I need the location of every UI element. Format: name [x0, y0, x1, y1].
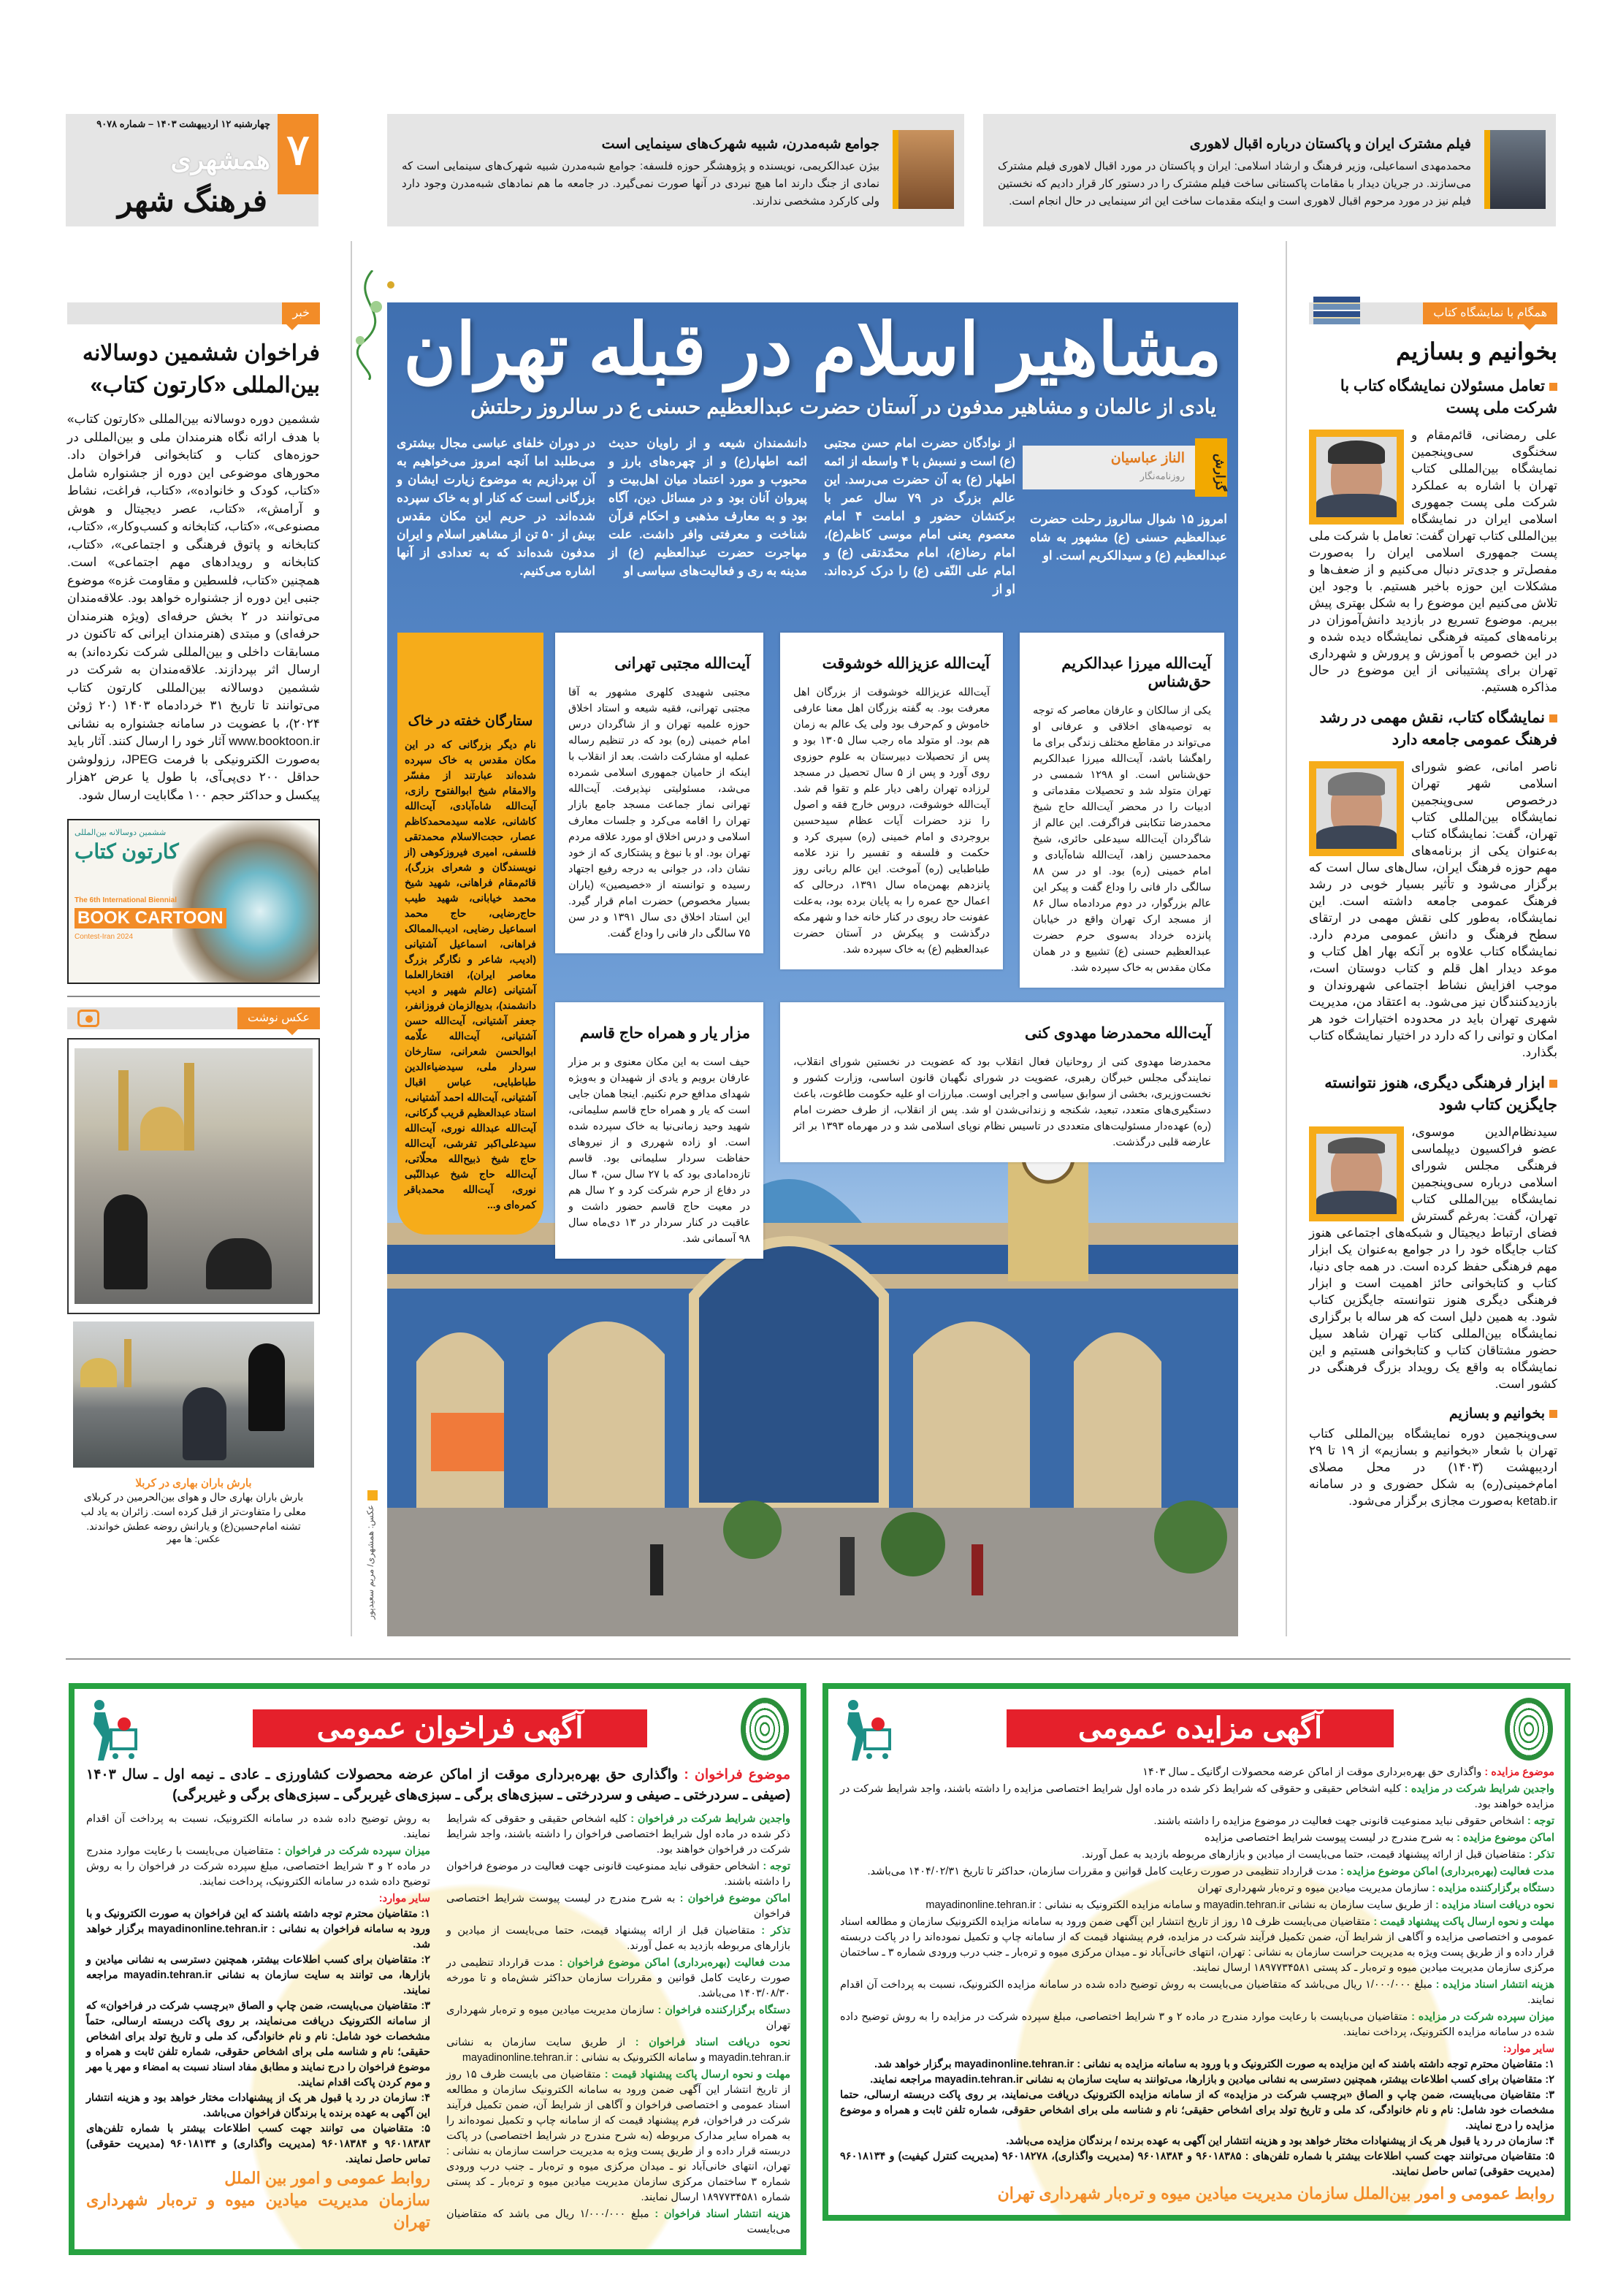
masthead	[66, 114, 318, 226]
ad-line-value: به شرح مندرج در لیست پیوست شرایط اختصاصی مزایده	[1204, 1832, 1454, 1844]
ad-line-value: اشخاص حقوقی نباید ممنوعیت قانونی جهت فعالیت در موضوع مزایده را داشته باشند.	[1153, 1815, 1524, 1827]
ad-line-value: اشخاص حقوقی نباید ممنوعیت قانونی جهت فعالیت در موضوع فراخوان را داشته باشند.	[446, 1861, 790, 1888]
bio-body: یکی از سالکان و عارفان معاصر که توجه به توصیه‌های اخلاقی و عرفانی او می‌تواند در مقاطع مختلف زندگی برای ما راهگشا باشد، آیت‌الله میرزا عبدالکریم حق‌شناس است. او ۱۲۹۸ شمسی در تهران متولد شد و تحصیلات مقدماتی و ادبیات را در محضر آیت‌الله حاج شیخ محمدرضا تنکابنی فراگرفت. این عالم از شاگردان آیت‌الله سیدعلی حائری، شیخ محمدحسین زاهد، آیت‌الله شاه‌آبادی و امام خمینی (ره) بود. او در سن ۸۸ سالگی دار فانی را وداع گفت و پیکر این عالم بزرگوار، در دوم مردادماه سال ۸۶ از مسجد ارک تهران واقع در خیابان پانزده خرداد به‌سوی حرم حضرت عبدالعظیم حسنی (ع) تشییع و در همان مکان مقدس به خاک سپرده شد.	[1033, 705, 1212, 974]
sidebar-box	[397, 633, 543, 1235]
ad-line	[840, 1864, 1554, 1880]
item-body	[1309, 758, 1557, 1061]
ad-body	[840, 1765, 1554, 2205]
article-title: مشاهیر اسلام در قبله تهران	[403, 309, 1222, 389]
section-tag-bar	[67, 302, 320, 324]
other-item: ۳: متقاضیان می‌بایست، ضمن چاپ و الصاق «برچسب شرکت در فراخوان» که از سامانه الکترونیک دریافت می‌نمایند، بر روی پاکت دربسته ارسالی، حتماً مشخصات خود شامل: نام و نام خانوادگی، کد ملی و تاریخ تولد برای اشخاص حقیقی؛ نام و شناسه ملی برای اشخاص حقوقی، شماره تلفن ثابت و همراه و موضوع فراخوان را درج نمایند و مطابق مفاد اسناد نسبت به امضاء و مهر یا مهر و موم کردن پاکت اقدام نمایند.	[86, 2000, 430, 2089]
ad-banner: آگهی مزایده عمومی	[1007, 1709, 1394, 1747]
subject-value: واگذاری حق بهره‌برداری موقت از اماکن عرضه محصولات کشاورزی ـ عادی ـ نیمه اول ـ سال ۱۴۰۳ (صیفی ـ سردرختی ـ صیفی و سردرختی ـ سبزی‌های برگی ـ سبزی‌های غیربرگی ـ سبزی‌های برگی و غیربرگی)	[86, 1767, 790, 1803]
other-item: ۱: متقاضیان محترم توجه داشته باشند که این فراخوان به صورت الکترونیک و با ورود به سامانه فراخوان به نشانی : mayadinonline.tehran.ir برگزار خواهد شد.	[86, 1908, 430, 1950]
ad-line-value: متقاضیان قبل از ارائه پیشنهاد قیمت، حتما می‌بایست از میادین و بازارهای مربوطه بازدید به عمل آورند.	[1081, 1849, 1526, 1861]
divider	[67, 996, 320, 997]
portrait-photo	[1309, 430, 1404, 525]
feature-article	[387, 302, 1238, 1636]
brief-title: جوامع شبه‌مدرن، شبیه شهرک‌های سینمایی است	[601, 137, 879, 152]
ad-line-value: کلیه اشخاص حقیقی و حقوقی که شرایط ذکر شده در ماده اول شرایط اختصاصی مزایده را داشته باشند، واجد شرایط شرکت در مزایده خواهند بود.	[840, 1783, 1554, 1810]
item-title-text: ابزار فرهنگی دیگری، هنوز نتوانسته جایگزین کتاب شود	[1324, 1075, 1557, 1113]
sidebar-title: ستارگان خفته در خاک	[408, 714, 533, 729]
shopping-cart-icon	[843, 1699, 894, 1761]
photo-frame	[67, 1038, 320, 1314]
books-icon	[1313, 297, 1360, 326]
section-logo: فرهنگ شهر	[117, 183, 267, 218]
ad-line-label: موضوع مزایده :	[1484, 1766, 1554, 1778]
poster-en-top: The 6th International Biennial	[75, 896, 178, 904]
right-column	[1309, 302, 1557, 1509]
shopping-cart-icon	[89, 1699, 140, 1761]
ad-line	[840, 1977, 1554, 2008]
portrait-photo	[1309, 1126, 1404, 1221]
ad-line-value: سازمان مدیریت میادین میوه و تره‌بار شهرداری تهران	[1197, 1883, 1429, 1894]
ad-line-value: متقاضیان می بایست ظرف ۱۵ روز از تاریخ انتشار این آگهی ضمن ورود به سامانه الکترونیک سازمان و مطالعه اسناد عمومی و اختصاصی فراخوان و آگاهی از شرایط آن، ضمن تکمیل فرآیند شرکت در فراخوان، فرم پیشنهاد قیمت که از سامانه چاپ و تکمیل نموده‌اند را به همراه سایر مدارک مربوطه (به شرح مندرج در شرایط اختصاصی) در پاکت دربسته قرار داده و از طریق پست ویژه به مدیریت حراست سازمان به نشانی : تهران، انتهای خانی‌آباد نو ـ میدان مرکزی میوه و تره‌بار ـ جنب درب ورودی شماره ۳ ساختمان مرکزی سازمان مدیریت میادین میوه و تره‌بار ـ کد پستی شماره ۱۸۹۷۷۳۴۵۸۱ ارسال نمایند.	[446, 2069, 791, 2203]
other-item: ۲: متقاضیان برای کسب اطلاعات بیشتر، همچنین دسترسی به نشانی میادین و بازارها، می توانند به سایت سازمان به نشانی mayadin.tehran.ir مراجعه نمایند.	[86, 1954, 431, 1996]
brief-iqbal	[983, 114, 1556, 226]
auction-ad	[822, 1683, 1570, 2221]
ad-line-label: توجه :	[1527, 1815, 1554, 1827]
other-title: سایر موارد:	[378, 1893, 430, 1904]
ad-line-value: کلیه اشخاص حقیقی و حقوقی که شرایط ذکر شده در ماده اول شرایط اختصاصی فراخوان را داشته باشند، واجد شرایط شرکت در فراخوان خواهند بود.	[446, 1813, 790, 1856]
ad-line-value: مبلغ ۱/۰۰۰/۰۰۰ ریال می‌باشد که متقاضیان می‌بایست به روش توضیح داده شده در سامانه مزایده الکترونیک، نسبت به پرداخت آن اقدام نمایند.	[840, 1979, 1554, 2006]
bio-box-haghshenas	[1020, 633, 1224, 988]
item-body-text: سیدنظام‌الدین موسوی، عضو فراکسیون دیپلماسی فرهنگی مجلس شورای اسلامی درباره سی‌وپنجمین نمایشگاه بین‌المللی کتاب تهران، گفت: به‌رغم گسترش فضای ارتباط دیجیتال و شبکه‌های اجتماعی هنوز کتاب جایگاه خود را در جوامع به‌عنوان یک ابزار مهم فرهنگی حفظ کرده است. در همه جای دنیا، کتاب و کتابخوانی حائز اهمیت است و ابزار فرهنگی دیگری هنوز نتوانسته جایگزین کتاب شود. به همین دلیل است که هر ساله با برگزاری نمایشگاه بین‌المللی کتاب تهران شاهد سیل حضور مشتاقان کتاب و کتابخوانی هستیم و این نمایشگاه به واقع یک رویداد بزرگ فرهنگی در کشور است.	[1309, 1125, 1557, 1391]
bio-box-khoshvaght	[780, 633, 1003, 969]
ad-line-value: از طریق سایت سازمان به نشانی mayadin.tehran.ir و سامانه الکترونیک به نشانی : mayadinonline.tehran.ir	[446, 2037, 790, 2064]
ad-line	[446, 1956, 790, 2002]
portrait-photo	[1484, 130, 1546, 209]
ad-line-label: مهلت و نحوه ارسال پاکت پیشنهاد قیمت :	[1373, 1916, 1555, 1928]
item-title	[1309, 1072, 1557, 1116]
cartoon-poster	[67, 819, 320, 984]
subject-label: موضوع فراخوان :	[684, 1767, 791, 1782]
byline	[1023, 446, 1227, 492]
ad-banner: آگهی فراخوان عمومی	[253, 1709, 647, 1747]
brief-pseudo-modern	[387, 114, 964, 226]
ad-line-label: تذکر :	[761, 1925, 790, 1937]
ad-line-value: از طریق سایت سازمان به نشانی mayadin.tehran.ir و سامانه مزایده الکترونیک به نشانی : mayadinonline.tehran.ir	[925, 1899, 1432, 1911]
bio-row	[555, 633, 1224, 988]
ad-line	[446, 1859, 790, 1890]
ad-line-value: متقاضیان قبل از ارائه پیشنهاد قیمت، حتما می‌بایست از میادین و بازارهای مربوطه بازدید به عمل آورند.	[446, 1925, 790, 1952]
bio-title: آیت‌الله میرزا عبدالکریم حق‌شناس	[1061, 655, 1211, 690]
bullet-icon	[1549, 714, 1557, 722]
bullet-icon	[1549, 1410, 1557, 1418]
ad-line	[86, 1812, 430, 1842]
ad-line	[446, 1891, 790, 1922]
ad-line	[840, 1915, 1554, 1976]
ad-line-value: متقاضیان می‌بایست با رعایت موارد مندرج در ماده ۲ و ۳ شرایط اختصاصی، مبلغ سپرده شرکت در فراخوان را به روش توضیح داده شده در سامانه الکترونیک، پرداخت نمایند.	[86, 1845, 431, 1888]
photo-tag: عکس نوشت	[237, 1007, 320, 1029]
news-body: ششمین دوره دوسالانه بین‌المللی «کارتون کتاب» با هدف ارائه نگاه هنرمندان ملی و بین‌المللی در حوزه‌های کتاب و کتابخوانی فراخوان داد. محورهای موضوعی این دوره از جشنواره شامل «کتاب، کودک و خانواده»، «کتاب، فراغت، نشاط و آرامش»، «کتاب، عصر دیجیتال و هوش مصنوعی»، «کتاب، کتابخانه و کسب‌وکار»، «کتاب، کتابخانه و پاتوق فرهنگی و اجتماعی»، «کتاب، کتابخانه و رویدادهای مهم اجتماعی» است. همچنین «کتاب، فلسطین و مقاومت غزه» موضوع جنبی این دوره از جشنواره خواهد بود. علاقه‌مندان می‌توانند در ۲ بخش حرفه‌ای (ویژه هنرمندان حرفه‌ای) و مبتدی (هنرمندان ایرانی که تاکنون در مسابقات داخلی و بین‌المللی شرکت نکرده‌اند) به ارسال اثر بپردازند. علاقه‌مندان به شرکت در ششمین دوسالانه بین‌المللی کارتون کتاب می‌توانند تا تاریخ ۳۱ خردادماه ۱۴۰۳ (۲۰ ژوئن ۲۰۲۴)، با عضویت در سامانه جشنواره به نشانی www.booktoon.ir آثار خود را ارسال کنند. آثار باید به‌صورت الکترونیکی با فرمت JPEG، رزولوشن حداقل ۲۰۰ دی‌پی‌آی، با طول یا عرض ۲هزار پیکسل و حداکثر حجم ۱۰۰ مگابایت ارسال شود.	[67, 412, 320, 802]
intro-col-1: امروز ۱۵ شوال سالروز رحلت حضرت عبدالعظیم حسنی (ع) مشهور به شاه عبدالعظیم (ع) و سیدالکریم است. او	[1030, 512, 1227, 562]
ad-line-label: واجدین شرایط شرکت در فراخوان :	[630, 1813, 790, 1825]
ad-line-label: مدت فعالیت (بهره‌برداری) اماکن موضوع مزایده :	[1340, 1866, 1554, 1877]
footer-body: سی‌وپنجمین دوره نمایشگاه بین‌المللی کتاب تهران با شعار «بخوانیم و بسازیم» از ۱۹ تا ۲۹ اردیبهشت (۱۴۰۳) در محل مصلای امام‌خمینی(ره) به شکل حضوری و در سامانه ketab.ir به‌صورت مجازی برگزار می‌شود.	[1309, 1427, 1557, 1508]
ad-line-value: به شرح مندرج در لیست پیوست شرایط اختصاصی فراخوان	[446, 1893, 790, 1920]
credit-marker-icon	[367, 1490, 378, 1500]
ad-line	[446, 2067, 790, 2205]
author-name: الناز عباسیان	[1110, 451, 1185, 466]
caption-body: بارش باران بهاری حال و هوای بین‌الحرمین در کربلای معلی را متفاوت‌تر از قبل کرده است. زائران به یاد لب تشنه امام‌حسین(ع) و یارانش روضه عطش خواندند.	[80, 1491, 307, 1532]
bio-row	[555, 1002, 1224, 1259]
article-kind: گزارش	[1195, 438, 1227, 497]
ad-line-label: هزینه انتشار اسناد فراخوان :	[654, 2208, 791, 2220]
column-divider	[351, 241, 352, 1636]
item-body-text: ناصر امانی، عضو شورای اسلامی شهر تهران درخصوص سی‌وپنجمین نمایشگاه بین‌المللی کتاب تهران، گفت: نمایشگاه کتاب به‌عنوان یکی از برنامه‌های مهم حوزه فرهنگ ایران، سال‌های سال است که برگزار می‌شود و تأثیر بسیار خوبی در رشد فرهنگ عمومی جامعه داشته است. این نمایشگاه، به‌طور کلی نقش مهمی در ارتقای سطح فرهنگ و دانش عمومی مردم دارد. نمایشگاه کتاب علاوه بر آنکه بهار اهل کتاب و موعد دیدار اهل قلم و کتاب دوستان است، موجب افزایش نشاط اجتماعی شهروندان و بازدیدکنندگان نیز می‌شود. به اعتقاد من، مدیریت شهری تهران باید در محدوده اختیارات خود هر امکان و توانی را که دارد در اختیار نمایشگاه کتاب بگذارد.	[1309, 760, 1557, 1059]
sidebar-body: نام دیگر بزرگانی که در این مکان مقدس به خاک سپرده شده‌اند عبارتند از مفسّر والامقام شیخ ابوالفتوح رازی، آیت‌الله شاه‌آبادی، آیت‌الله کاشانی، علامه سیدمحمدکاظم عصار، حجت‌الاسلام محمدتقی فلسفی، امیری فیروزکوهی (از نویسندگان و شعرای بزرگ)، قائم‌مقام فراهانی، شهید شیخ محمد خیابانی، شهید طیب حاج‌رضایی، حاج محمد اسماعیل رضایی، ادیب‌الممالک فراهانی، اسماعیل آشتیانی (ادیب، شاعر و نگارگر بزرگ معاصر ایران)، افتخارالعلما آشتیانی (عالم شهیر و ادیب دانشمند)، بدیع‌الزمان فروزانفر، جعفر آشتیانی، آیت‌الله حسن آشتیانی، آیت‌الله علّامه ابوالحسن شعرانی، ستارخان سردار ملی، سیدضیاءالدین طباطبایی، عباس اقبال آشتیانی، آیت‌الله احمد آشتیانی، استاد عبدالعظیم قریب گرکانی، آیت‌الله عبدالله نوری، آیت‌الله سیدعلی‌اکبر تفرشی، آیت‌الله حاج شیخ ذبیح‌الله محلّاتی، آیت‌الله حاج شیخ عبدالنّبی نوری، آیت‌الله محمدباقر کمره‌ای و...	[405, 739, 536, 1210]
ad-line	[840, 1782, 1554, 1812]
ad-line	[840, 1765, 1554, 1780]
item-title	[1309, 707, 1557, 751]
karbala-rain-photo	[73, 1321, 314, 1468]
other-title: سایر موارد:	[1503, 2043, 1554, 2055]
ad-line	[446, 2207, 790, 2238]
intro-col-2: از نوادگان حضرت امام حسن مجتبی (ع) است و نسبش با ۴ واسطه از ائمه اطهار (ع) به آن حضرت می‌رسد. این عالم بزرگ در ۷۹ سال عمر با برکتشان حضور و امامت ۴ امام معصوم یعنی امام موسی کاظم(ع)، امام رضا(ع)، امام محمّدتقی (ع) و امام علی النّقی (ع) را درک کرده‌اند. او از	[824, 436, 1015, 596]
other-item: ۵: متقاضیان می‌توانند جهت کسب اطلاعات بیشتر با شماره تلفن‌های : ۹۶۰۱۸۳۸۵ و ۹۶۰۱۸۳۸۴ (مدیریت واگذاری)، ۹۶۰۱۸۲۷۸ (مدیریت کنترل کیفیت) و ۹۶۰۱۸۱۳۴ (مدیریت حقوقی) تماس حاصل نمایند.	[840, 2151, 1554, 2178]
ad-line	[840, 2010, 1554, 2040]
ad-line-label: مهلت و نحوه ارسال پاکت پیشنهاد قیمت :	[604, 2069, 790, 2080]
bullet-icon	[1549, 1080, 1557, 1088]
footer-title-text: بخوانیم و بسازیم	[1448, 1406, 1545, 1422]
item-title	[1309, 375, 1557, 419]
item-title-text: نمایشگاه کتاب، نقش مهمی در رشد فرهنگ عمومی جامعه دارد	[1319, 709, 1557, 748]
photo-credit: عکس: همشهری/ مریم سعیدپور	[365, 1505, 375, 1620]
caption-credit: عکس: ها مهر	[167, 1533, 221, 1544]
news-headline: فراخوان ششمین دوسالانه بین‌المللی «کارتون کتاب»	[82, 341, 320, 397]
ad-columns	[86, 1812, 790, 2239]
ad-line-label: میزان سپرده شرکت در مزایده :	[1411, 2011, 1554, 2023]
brief-body: بیژن عبدالکریمی، نویسنده و پژوهشگر حوزه فلسفه: جوامع شبه‌مدرن شبیه شهرک‌های سینمایی است که نمادی از جنگ دارند اما هیچ نبردی در آنها صورت نمی‌گیرد. در جامعه ما هم نمادهای شبه‌مدرن وجود دارد ولی کارکرد مشخصی ندارند.	[402, 160, 879, 207]
ad-line-label: مدت فعالیت (بهره‌برداری) اماکن موضوع فراخوان :	[559, 1957, 790, 1969]
wave-book-illustration	[172, 820, 318, 984]
intro-col-4: در دوران خلفای عباسی مجال بیشتری می‌طلبد اما آنچه امروز می‌خواهیم به آن بپردازیم به موضوع زیارت ایشان و بزرگانی است که کنار او به خاک سپرده شده‌اند. در حریم این مکان مقدس بیش از ۵۰ تن از مشاهیر اسلام و ایران مدفون شده‌اند که به تعدادی از آنها اشاره می‌کنیم.	[397, 436, 595, 578]
item-body	[1309, 1124, 1557, 1392]
ad-line-label: واجدین شرایط شرکت در مزایده :	[1404, 1783, 1555, 1795]
ad-line-value: متقاضیان می‌بایست با رعایت موارد مندرج در ماده ۲ و ۳ شرایط اختصاصی، مبلغ سپرده شرکت در مزایده را به روش توضیح داده شده در سامانه مزایده الکترونیک، پرداخت نمایند.	[840, 2011, 1554, 2038]
poster-fa-title: کارتون کتاب	[75, 840, 179, 863]
ad-line-value: واگذاری حق بهره‌برداری موقت از اماکن عرضه محصولات ارگانیک ـ سال ۱۴۰۳	[1142, 1766, 1482, 1778]
ad-signature: روابط عمومی و امور بین‌الملل سازمان مدیریت میادین میوه و تره‌بار شهرداری تهران	[997, 2184, 1554, 2202]
section-tag: همگام با نمایشگاه کتاب	[1423, 302, 1557, 324]
call-ad	[69, 1683, 806, 2255]
bio-box-tehrani	[555, 633, 763, 953]
photo-tag-bar	[67, 1007, 320, 1029]
ad-line	[86, 1844, 430, 1890]
ad-line	[840, 1881, 1554, 1896]
poster-fa-top: ششمین دوسالانه بین‌المللی	[75, 828, 167, 837]
brief-body: محمدمهدی اسماعیلی، وزیر فرهنگ و ارشاد اسلامی: ایران و پاکستان در مورد اقبال لاهوری فیلم مشترک می‌سازند. در جریان دیدار با مقامات پاکستانی ساخت فیلم مشترک را در دستور کار قرار دادیم که نخستین فیلم نیز در مورد مرحوم اقبال لاهوری است و اینکه مقدمات ساخت این اثر سینمایی در حال انجام است.	[998, 160, 1471, 207]
ad-line-label: تذکر :	[1528, 1849, 1554, 1861]
camera-icon	[77, 1010, 99, 1027]
column-divider	[1286, 241, 1287, 1636]
item-title-text: تعامل مسئولان نمایشگاه کتاب با شرکت ملی پست	[1340, 378, 1557, 416]
ad-line-value: مدت قرارداد تنظیمی در صورت رعایت کامل قوانین و مقررات سازمان، حداکثر تا تاریخ ۱۴۰۴/۰۲/۳۱ می‌باشد.	[867, 1866, 1337, 1877]
issue-date: چهارشنبه ۱۲ اردیبهشت ۱۴۰۳ – شماره ۹۰۷۸	[96, 118, 270, 129]
ad-line	[840, 1847, 1554, 1863]
ad-line-value: به روش توضیح داده شده در سامانه الکترونیک، نسبت به پرداخت آن اقدام نمایند.	[86, 1813, 430, 1840]
ad-col-right	[446, 1812, 790, 2239]
ad-line	[446, 1812, 790, 1858]
ad-line-value: سازمان مدیریت میادین میوه و تره‌بار شهرداری تهران	[446, 2005, 790, 2032]
item-body-text: علی رمضانی، قائم‌مقام و سخنگوی سی‌وپنجمین نمایشگاه بین‌المللی کتاب تهران با اشاره به عملکرد شرکت ملی پست جمهوری اسلامی ایران در نمایشگاه بین‌المللی کتاب تهران گفت: تعامل با شرکت ملی پست جمهوری اسلامی ایران را به‌صورت مفصل‌تر و جدی‌تر دنبال می‌کنیم و از ضعف‌ها و مشکلات این حوزه باخبر هستیم. با وجود این تلاش می‌کنیم این موضوع را به شکل بهتری پیش ببریم. موضوع تسریع در بازدید دانش‌آموزان در برنامه‌های کمیته فرهنگی نمایشگاه دیده شده و در این خصوص با آموزش و پرورش و شهرداری تهران برای پشتیبانی از این موضوع در حال مذاکره هستیم.	[1308, 428, 1557, 694]
bio-box-mahdavi-kani	[780, 1002, 1224, 1162]
ad-line-value: متقاضیان می‌بایست ظرف ۱۵ روز از تاریخ انتشار این آگهی ضمن ورود به سامانه مزایده الکترونیک سازمان و مطالعه اسناد عمومی و اختصاصی مزایده و آگاهی از شرایط آن، ضمن تکمیل فرآیند شرکت در مزایده، فرم پیشنهاد قیمت که از سامانه چاپ و تکمیل نموده‌اند را در پاکت دربسته قرار داده و از طریق پست ویژه به مدیریت حراست سازمان به نشانی : تهران، انتهای خانی‌آباد نو ـ میدان مرکزی میوه و تره‌بار ـ جنب درب ورودی شماره ۳ ـ ساختمان مرکزی سازمان مدیریت میادین میوه و تره‌بار ـ کد پستی ۱۸۹۷۷۳۴۵۸۱ ارسال نمایند.	[840, 1916, 1554, 1974]
ads-divider	[66, 1658, 1570, 1660]
shrine-rain-photo	[75, 1048, 313, 1304]
bio-body: مجتبی شهیدی کلهری مشهور به آقا مجتبی تهرانی، فقیه شیعه و استاد اخلاق حوزه علمیه تهران و از شاگردان درس امام خمینی (ره) بود که در تنظیم رساله عملیه او مشارکت داشت. بعد از انقلاب با اینکه از حامیان جمهوری اسلامی شمرده می‌شد، مسئولیتی نپذیرفت. آیت‌الله تهرانی نماز جماعت مسجد جامع بازار تهران را اقامه می‌کرد و جلسات معارف اسلامی و درس اخلاق او مورد علاقه مردم تهران بود. او با نبوغ و پشتکاری که از خود نشان داد، در جوانی به درجه رفیع اجتهاد رسیده و توانسته از «خصیصین» (یاران بسیار مخصوص) حضرت امام قرار گیرد. این استاد اخلاق دی سال ۱۳۹۱ و در سن ۷۵ سالگی دار فانی را وداع گفت.	[568, 687, 750, 939]
ad-line-label: دستگاه برگزارکننده مزایده :	[1432, 1883, 1554, 1894]
section-title: بخوانیم و بسازیم	[1396, 338, 1557, 365]
bio-body: محمدرضا مهدوی کنی از روحانیان فعال انقلاب بود که عضویت در نخستین شورای انقلاب، نمایندگی مجلس خبرگان رهبری، عضویت در شورای نگهبان قانون اساسی، وزارت کشور و نخست‌وزیری، بخشی از سوابق سیاسی و اجرایی اوست. مبارزات او علیه حکومت طاغوت، باعث دستگیری‌های متعدد، تبعید، شکنجه و زندانی‌شدن او شد. پس از انقلاب، از طرف حضرت امام (ره) عهده‌دار مسئولیت‌های متعددی در تاسیس نظام نوپای اسلامی شد و در مهرماه ۱۳۹۳ بر اثر عارضه قلبی درگذشت.	[793, 1056, 1211, 1148]
bullet-icon	[1549, 383, 1557, 391]
article-subtitle: یادی از عالمان و مشاهیر مدفون در آستان حضرت عبدالعظیم حسنی ع در سالروز رحلتش	[470, 395, 1216, 418]
intro-col-3: دانشمندان شیعه و از راویان حدیث ائمه اطهار(ع) و از چهره‌های بارز و محبوب و مورد اعتماد میان اهل‌بیت و پیروان آنان بود و در مسائل دین، آگاه بود و به معارف مذهبی و احکام قرآن شناخت و معرفتی وافر داشت. علت مهاجرت حضرت عبدالعظیم (ع) از مدینه به ری و فعالیت‌های سیاسی او	[608, 436, 807, 578]
bio-body: آیت‌الله عزیزالله خوشوقت از بزرگان اهل معرفت بود. به گفته بزرگان اهل معنا عارفی خاموش و کم‌حرف بود ولی یک عالم به زمان هم بود. او متولد ماه رجب سال ۱۳۰۵ بود و پس از تحصیلات دبیرستان به علوم حوزوی روی آورد و پس از ۵ سال تحصیل در مسجد لرزاده تهران راهی دیار علم و تقوا قم شد. آیت‌الله خوشوقت، دروس خارج فقه و اصول را نزد حضرات آیات عظام سیدحسین بروجردی و امام خمینی (ره) سپری کرد و حکمت و فلسفه و تفسیر را نزد علامه طباطبایی (ره) آموخت. این عالم ربانی روز پانزدهم بهمن‌ماه سال ۱۳۹۱، درحالی که اعمال حج عمره را به پایان برده بود، به‌علت عفونت حاد ریوی در کنار خانه خدا و شهر مکه درگذشت و پیکرش در آستان حضرت عبدالعظیم (ع) به خاک سپرده شد.	[793, 687, 990, 956]
section-tag-bar	[1309, 302, 1557, 324]
ad-line-label: هزینه انتشار اسناد مزایده :	[1435, 1979, 1554, 1991]
ad-line-label: توجه :	[763, 1861, 790, 1872]
author-role: روزنامه‌نگار	[1140, 470, 1185, 481]
ad-line	[840, 1898, 1554, 1913]
ad-line-label: نحوه دریافت اسناد مزایده :	[1435, 1899, 1554, 1911]
bio-body: حیف است به این مکان معنوی و بر مزار عارفان برویم و یادی از شهیدان و به‌ویژه شهدای مدافع حرم نکنیم. اینجا همان جایی است که یار و همراه حاج قاسم سلیمانی، شهید وحید زمانی‌نیا به خاک سپرده شده است. او زاده شهرری و از نیروهای حفاظت سردار سلیمانی بود. قاسم تازه‌دامادی بود که با ۲۷ سال سن، ۴ سال در دفاع از حرم شرکت کرد و ۲ سال هم در معیت حاج قاسم حضور داشت و عاقبت در کنار سردار در ۱۳ دی‌ماه سال ۹۸ آسمانی شد.	[568, 1056, 750, 1245]
other-item: ۳: متقاضیان می‌بایست، ضمن چاپ و الصاق «برچسب شرکت در مزایده» که از سامانه مزایده الکترونیک دریافت می‌نمایند، بر روی پاکت دربسته ارسالی، حتما مشخصات خود شامل: نام و نام خانوادگی، کد ملی و تاریخ تولد برای اشخاص حقیقی؛ نام و شناسه ملی برای اشخاص حقوقی، شماره تلفن ثابت و همراه و موضوع مزایده را درج نمایند.	[840, 2089, 1554, 2132]
ad-line	[840, 1831, 1554, 1846]
ad-line-label: میزان سپرده شرکت در فراخوان :	[277, 1845, 431, 1857]
poster-en-title: BOOK CARTOON	[75, 908, 226, 928]
section-tag: خبر	[282, 302, 320, 324]
bio-title: مزار یار و همراه حاج قاسم	[579, 1025, 750, 1042]
ad-signature: روابط عمومی و امور بین الملل	[224, 2169, 430, 2187]
other-item: ۴: سازمان در رد یا قبول هر یک از پیشنهادات مختار خواهد بود و هزینه انتشار این آگهی به عهده برنده یا برندگان فراخوان می‌باشد.	[86, 2092, 430, 2119]
ad-line-label: اماکن موضوع مزایده :	[1457, 1832, 1554, 1844]
portrait-photo	[893, 130, 954, 209]
ad-line-value: مبلغ ۱/۰۰۰/۰۰۰ ریال می باشد که متقاضیان می‌بایست	[446, 2208, 790, 2235]
other-item: ۴: سازمان در رد یا قبول هر یک از پیشنهادات مختار خواهد بود و هزینه انتشار این آگهی به عهده برنده / برندگان مزایده می‌باشد.	[1006, 2135, 1554, 2147]
bio-boxes	[555, 633, 1224, 1259]
ad-line	[840, 1814, 1554, 1829]
other-item: ۵: متقاضیان می توانند جهت کسب اطلاعات بیشتر با شماره تلفن‌های ۹۶۰۱۸۳۸۳ و ۹۶۰۱۸۳۸۴ (مدیریت واگذاری) و ۹۶۰۱۸۱۳۴ (مدیریت حقوقی) تماس حاصل نمایند.	[86, 2123, 431, 2165]
page-number: ۷	[278, 114, 318, 194]
paper-logo: همشهری	[170, 145, 270, 175]
item-body	[1309, 427, 1557, 695]
bio-title: آیت‌الله مجتبی تهرانی	[614, 655, 750, 672]
left-column	[67, 302, 320, 1545]
footer-title	[1309, 1406, 1557, 1422]
ad-signature: سازمان مدیریت میادین میوه و تره‌بار شهرداری تهران	[86, 2191, 430, 2231]
other-item: ۱: متقاضیان محترم توجه داشته باشند که این مزایده به صورت الکترونیک و با ورود به سامانه مزایده به نشانی : mayadinonline.tehran.ir برگزار خواهد شد.	[874, 2059, 1554, 2070]
bio-box-haj-qasem	[555, 1002, 763, 1259]
brief-title: فیلم مشترک ایران و پاکستان درباره اقبال لاهوری	[1189, 137, 1471, 152]
ad-subject	[86, 1765, 790, 1806]
other-item: ۲: متقاضیان برای کسب اطلاعات بیشتر، همچنین دسترسی به نشانی میادین و بازارها، می‌توانند به سایت سازمان به نشانی mayadin.tehran.ir مراجعه نمایند.	[870, 2074, 1554, 2086]
caption-title: بارش باران بهاری در کربلا	[135, 1477, 252, 1490]
ad-line-label: دستگاه برگزارکننده فراخوان :	[657, 2005, 790, 2016]
poster-en-sub: Contest-Iran 2024	[75, 933, 134, 941]
ad-line-label: اماکن موضوع فراخوان :	[679, 1893, 790, 1904]
ad-line	[446, 2035, 790, 2066]
ad-line	[446, 1923, 790, 1954]
ad-line	[446, 2003, 790, 2034]
municipality-seal-icon	[741, 1698, 789, 1761]
municipality-seal-icon	[1505, 1698, 1553, 1761]
portrait-photo	[1309, 761, 1404, 856]
bio-title: آیت‌الله عزیزالله خوشوقت	[822, 655, 990, 672]
ad-line-value: مدت قرارداد تنظیمی در صورت رعایت کامل قوانین و مقررات سازمان حداکثر شش‌ماه و تا مورخه ۱۴۰۳/۰۸/۳۰ می‌باشد.	[446, 1957, 790, 1999]
ad-col-left	[86, 1812, 430, 2239]
bio-title: آیت‌الله محمدرضا مهدوی کنی	[1025, 1025, 1211, 1042]
ad-line-label: نحوه دریافت اسناد فراخوان :	[635, 2037, 791, 2048]
